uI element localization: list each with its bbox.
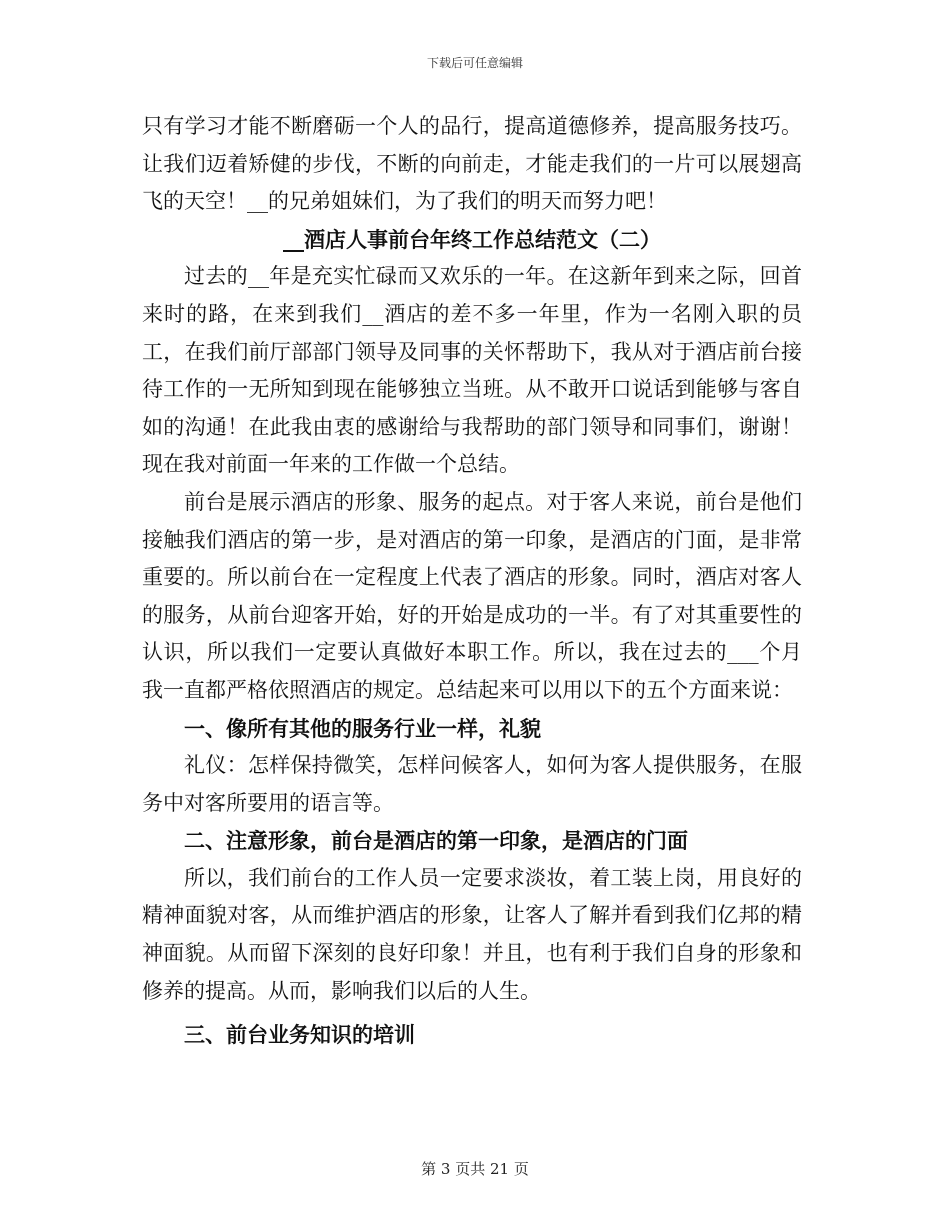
paragraph-intro-continuation: 只有学习才能不断磨砺一个人的品行，提高道德修养，提高服务技巧。让我们迈着矫健的步伐，不断的向前走，才能走我们的一片可以展翅高飞的天空！__的兄弟姐妹们，为了我们的明天而努力吧！ (142, 114, 802, 214)
paragraph-review: 过去的__年是充实忙碌而又欢乐的一年。在这新年到来之际，回首来时的路，在来到我们__酒店的差不多一年里，作为一名刚入职的员工，在我们前厅部部门领导及同事的关怀帮助下，我从对于酒店前台接待工作的一无所知到现在能够独立当班。从不敢开口说话到能够与客自如的沟通！在此我由衷的感谢给与我帮助的部门领导和同事们，谢谢！现在我对前面一年来的工作做一个总结。 (142, 264, 802, 477)
paragraph-etiquette: 礼仪：怎样保持微笑，怎样问候客人，如何为客人提供服务，在服务中对客所要用的语言等。 (142, 753, 802, 815)
section-title: __酒店人事前台年终工作总结范文（二） (283, 226, 661, 252)
heading-image: 二、注意形象，前台是酒店的第一印象，是酒店的门面 (184, 828, 688, 854)
document-body (142, 108, 802, 1054)
heading-courtesy: 一、像所有其他的服务行业一样，礼貌 (184, 715, 541, 741)
page-header: 下载后可任意编辑 (426, 56, 523, 70)
page-footer: 第 3 页共 21 页 (421, 1160, 529, 1178)
paragraph-front-desk-role: 前台是展示酒店的形象、服务的起点。对于客人来说，前台是他们接触我们酒店的第一步，是对酒店的第一印象，是酒店的门面，是非常重要的。所以前台在一定程度上代表了酒店的形象。同时，酒店对客人的服务，从前台迎客开始，好的开始是成功的一半。有了对其重要性的认识，所以我们一定要认真做好本职工作。所以，我在过去的___个月我一直都严格依照酒店的规定。总结起来可以用以下的五个方面来说： (142, 489, 802, 702)
paragraph-appearance: 所以，我们前台的工作人员一定要求淡妆，着工装上岗，用良好的精神面貌对客，从而维护酒店的形象，让客人了解并看到我们亿邦的精神面貌。从而留下深刻的良好印象！并且，也有利于我们自身的形象和修养的提高。从而，影响我们以后的人生。 (142, 865, 802, 1003)
heading-training: 三、前台业务知识的培训 (184, 1022, 415, 1048)
